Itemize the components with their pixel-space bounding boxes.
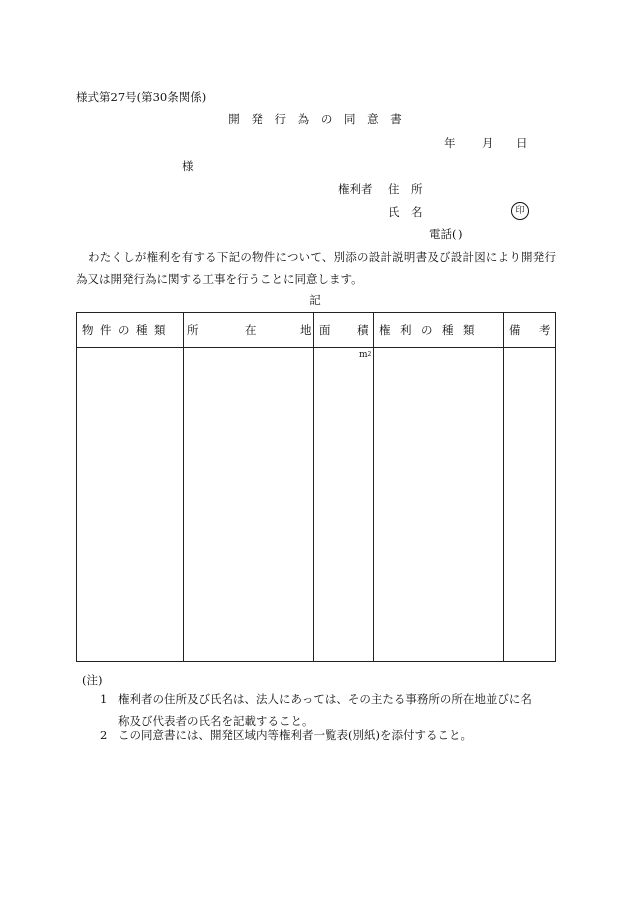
phone-label: 電話( [429, 227, 457, 241]
area-unit-exponent: 2 [367, 351, 372, 358]
rights-holder-label: 権利者 [338, 182, 373, 196]
name-label: 氏 名 [388, 205, 423, 219]
column-divider [313, 313, 314, 661]
note-item [100, 724, 555, 746]
consent-statement: わたくしが権利を有する下記の物件について、別添の設計説明書及び設計図により開発行為又は開発行為に関する工事を行うことに同意します。 [76, 250, 556, 286]
note-number: 2 [100, 728, 108, 742]
seal-mark: 印 [511, 202, 529, 220]
address-label: 住 所 [388, 182, 423, 196]
document-title [0, 112, 630, 126]
notes-label: (注) [82, 673, 103, 687]
column-divider [183, 313, 184, 661]
title-char: 同 [343, 112, 356, 126]
header-remarks-char: 考 [539, 323, 551, 337]
header-area-char: 積 [357, 323, 369, 337]
addressee-suffix: 様 [182, 159, 194, 173]
phone-close-paren: ) [458, 227, 463, 241]
table-header-row [77, 313, 555, 348]
header-property-type: 物件の種類 [82, 323, 172, 337]
title-char: 為 [297, 112, 310, 126]
note-text-continued: 称及び代表者の氏名を記載すること。 [118, 714, 314, 728]
column-divider [503, 313, 504, 661]
header-right-type: 権利の種類 [379, 323, 484, 337]
header-location-char: 所 [187, 323, 199, 337]
date-day-label: 日 [516, 136, 528, 150]
column-divider [373, 313, 374, 661]
title-char: の [320, 112, 333, 126]
area-unit-base: m [359, 350, 368, 360]
title-char: 意 [367, 112, 379, 126]
area-unit [359, 350, 371, 360]
property-table [76, 312, 556, 662]
date-year-label: 年 [444, 136, 456, 150]
title-char: 開 [228, 112, 240, 126]
note-number: 1 [100, 692, 108, 706]
header-location-char: 在 [245, 323, 257, 337]
title-char: 書 [390, 112, 402, 126]
title-char: 発 [251, 112, 263, 126]
header-remarks-char: 備 [509, 323, 521, 337]
note-text: この同意書には、開発区域内等権利者一覧表(別紙)を添付すること。 [118, 728, 472, 742]
header-area-char: 面 [319, 323, 331, 337]
date-month-label: 月 [482, 136, 494, 150]
header-location-char: 地 [300, 323, 312, 337]
ki-label: 記 [309, 293, 321, 307]
form-number: 様式第27号(第30条関係) [76, 90, 207, 104]
title-char: 行 [274, 112, 287, 126]
note-text: 権利者の住所及び氏名は、法人にあっては、その主たる事務所の所在地並びに名 [118, 692, 532, 706]
